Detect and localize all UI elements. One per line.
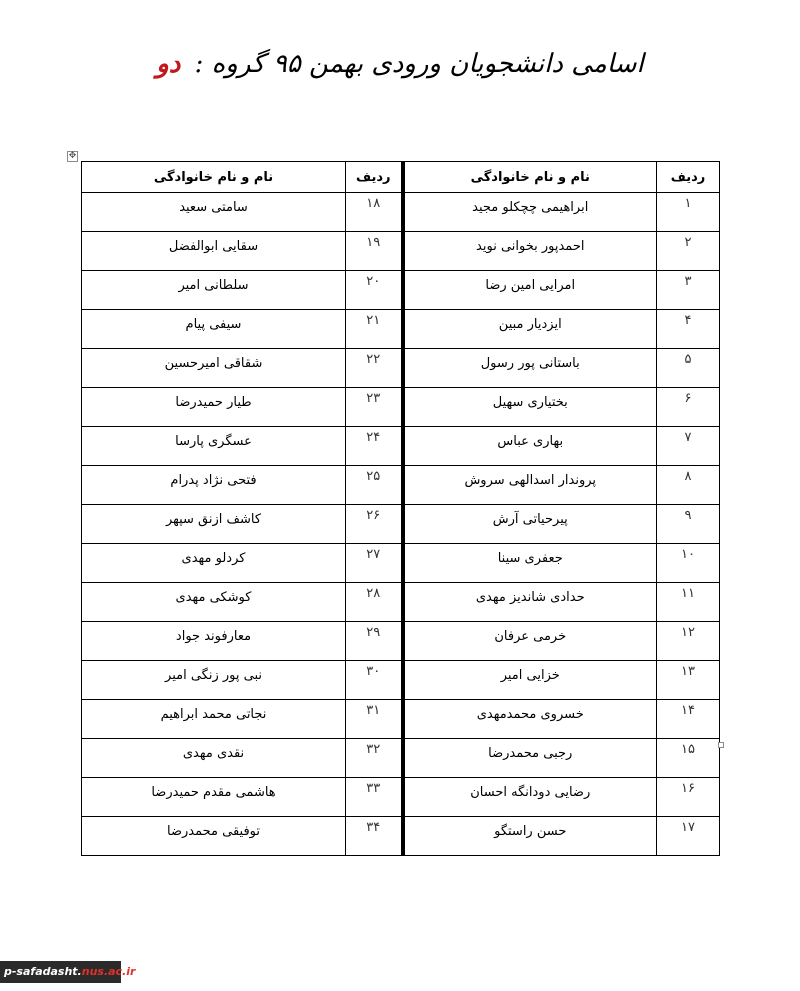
- row-number: ۲۵: [346, 466, 403, 505]
- row-number: ۱۱: [657, 583, 720, 622]
- table-move-handle-icon[interactable]: ✥: [68, 151, 77, 161]
- row-number: ۲۴: [346, 427, 403, 466]
- header-radif: ردیف: [657, 162, 720, 193]
- table-row: [82, 193, 720, 232]
- student-name: حدادی شاندیز مهدی: [403, 583, 657, 622]
- header-radif: ردیف: [346, 162, 403, 193]
- row-number: ۲۳: [346, 388, 403, 427]
- student-name: امرایی امین رضا: [403, 271, 657, 310]
- row-number: ۴: [657, 310, 720, 349]
- row-number: ۳۱: [346, 700, 403, 739]
- student-name: شقاقی امیرحسین: [82, 349, 346, 388]
- row-number: ۸: [657, 466, 720, 505]
- table-resize-handle[interactable]: [718, 742, 724, 748]
- row-number: ۷: [657, 427, 720, 466]
- header-name: نام و نام خانوادگی: [82, 162, 346, 193]
- student-name: پروندار اسدالهی سروش: [403, 466, 657, 505]
- student-name: فتحی نژاد پدرام: [82, 466, 346, 505]
- student-name: کردلو مهدی: [82, 544, 346, 583]
- table-row: [82, 388, 720, 427]
- student-name: نجاتی محمد ابراهیم: [82, 700, 346, 739]
- row-number: ۳۲: [346, 739, 403, 778]
- table-row: [82, 544, 720, 583]
- table-row: [82, 271, 720, 310]
- student-name: جعفری سینا: [403, 544, 657, 583]
- table-row: [82, 505, 720, 544]
- student-name: سقایی ابوالفضل: [82, 232, 346, 271]
- row-number: ۶: [657, 388, 720, 427]
- student-name: حسن راستگو: [403, 817, 657, 856]
- student-name: باستانی پور رسول: [403, 349, 657, 388]
- student-name: طیار حمیدرضا: [82, 388, 346, 427]
- student-name: خرمی عرفان: [403, 622, 657, 661]
- table-row: [82, 466, 720, 505]
- student-name: نبی پور زنگی امیر: [82, 661, 346, 700]
- row-number: ۲۰: [346, 271, 403, 310]
- student-name: عسگری پارسا: [82, 427, 346, 466]
- table-row: [82, 778, 720, 817]
- row-number: ۳۳: [346, 778, 403, 817]
- row-number: ۵: [657, 349, 720, 388]
- watermark-suffix: nus.ac.ir: [81, 965, 136, 978]
- table-row: [82, 739, 720, 778]
- student-name: سامتی سعید: [82, 193, 346, 232]
- table-row: [82, 583, 720, 622]
- row-number: ۱۴: [657, 700, 720, 739]
- table-row: [82, 622, 720, 661]
- student-name: توفیقی محمدرضا: [82, 817, 346, 856]
- row-number: ۳۴: [346, 817, 403, 856]
- table-row: [82, 817, 720, 856]
- student-roster-table: [81, 161, 720, 856]
- row-number: ۲۸: [346, 583, 403, 622]
- site-watermark: [0, 961, 136, 983]
- row-number: ۱۷: [657, 817, 720, 856]
- row-number: ۱۶: [657, 778, 720, 817]
- table-row: [82, 310, 720, 349]
- student-name: معارفوند جواد: [82, 622, 346, 661]
- table-row: [82, 232, 720, 271]
- row-number: ۲۶: [346, 505, 403, 544]
- student-name: سیفی پیام: [82, 310, 346, 349]
- row-number: ۱۰: [657, 544, 720, 583]
- row-number: ۱۳: [657, 661, 720, 700]
- page-title: [0, 44, 800, 84]
- header-name: نام و نام خانوادگی: [403, 162, 657, 193]
- table-row: [82, 700, 720, 739]
- table-header-row: [82, 162, 720, 193]
- student-name: کوشکی مهدی: [82, 583, 346, 622]
- student-name: ابراهیمی چچکلو مجید: [403, 193, 657, 232]
- student-name: کاشف ازنق سپهر: [82, 505, 346, 544]
- row-number: ۱۹: [346, 232, 403, 271]
- student-name: بهاری عباس: [403, 427, 657, 466]
- table-row: [82, 661, 720, 700]
- student-name: رضایی دودانگه احسان: [403, 778, 657, 817]
- row-number: ۱۵: [657, 739, 720, 778]
- student-name: رجبی محمدرضا: [403, 739, 657, 778]
- student-name: سلطانی امیر: [82, 271, 346, 310]
- student-name: بختیاری سهیل: [403, 388, 657, 427]
- row-number: ۲۱: [346, 310, 403, 349]
- row-number: ۹: [657, 505, 720, 544]
- row-number: ۱: [657, 193, 720, 232]
- table-row: [82, 349, 720, 388]
- student-name: ایزدیار مبین: [403, 310, 657, 349]
- row-number: ۲: [657, 232, 720, 271]
- group-label: دو: [156, 49, 181, 79]
- row-number: ۲۷: [346, 544, 403, 583]
- table-row: [82, 427, 720, 466]
- student-name: پیرحیاتی آرش: [403, 505, 657, 544]
- row-number: ۳۰: [346, 661, 403, 700]
- student-name: خزایی امیر: [403, 661, 657, 700]
- row-number: ۳: [657, 271, 720, 310]
- student-name: هاشمی مقدم حمیدرضا: [82, 778, 346, 817]
- row-number: ۲۲: [346, 349, 403, 388]
- student-name: نقدی مهدی: [82, 739, 346, 778]
- row-number: ۲۹: [346, 622, 403, 661]
- row-number: ۱۲: [657, 622, 720, 661]
- title-text: اسامی دانشجویان ورودی بهمن ۹۵ گروه :: [194, 49, 644, 79]
- student-name: خسروی محمدمهدی: [403, 700, 657, 739]
- student-name: احمدپور بخوانی نوید: [403, 232, 657, 271]
- row-number: ۱۸: [346, 193, 403, 232]
- watermark-prefix: p-safadasht.: [4, 965, 82, 978]
